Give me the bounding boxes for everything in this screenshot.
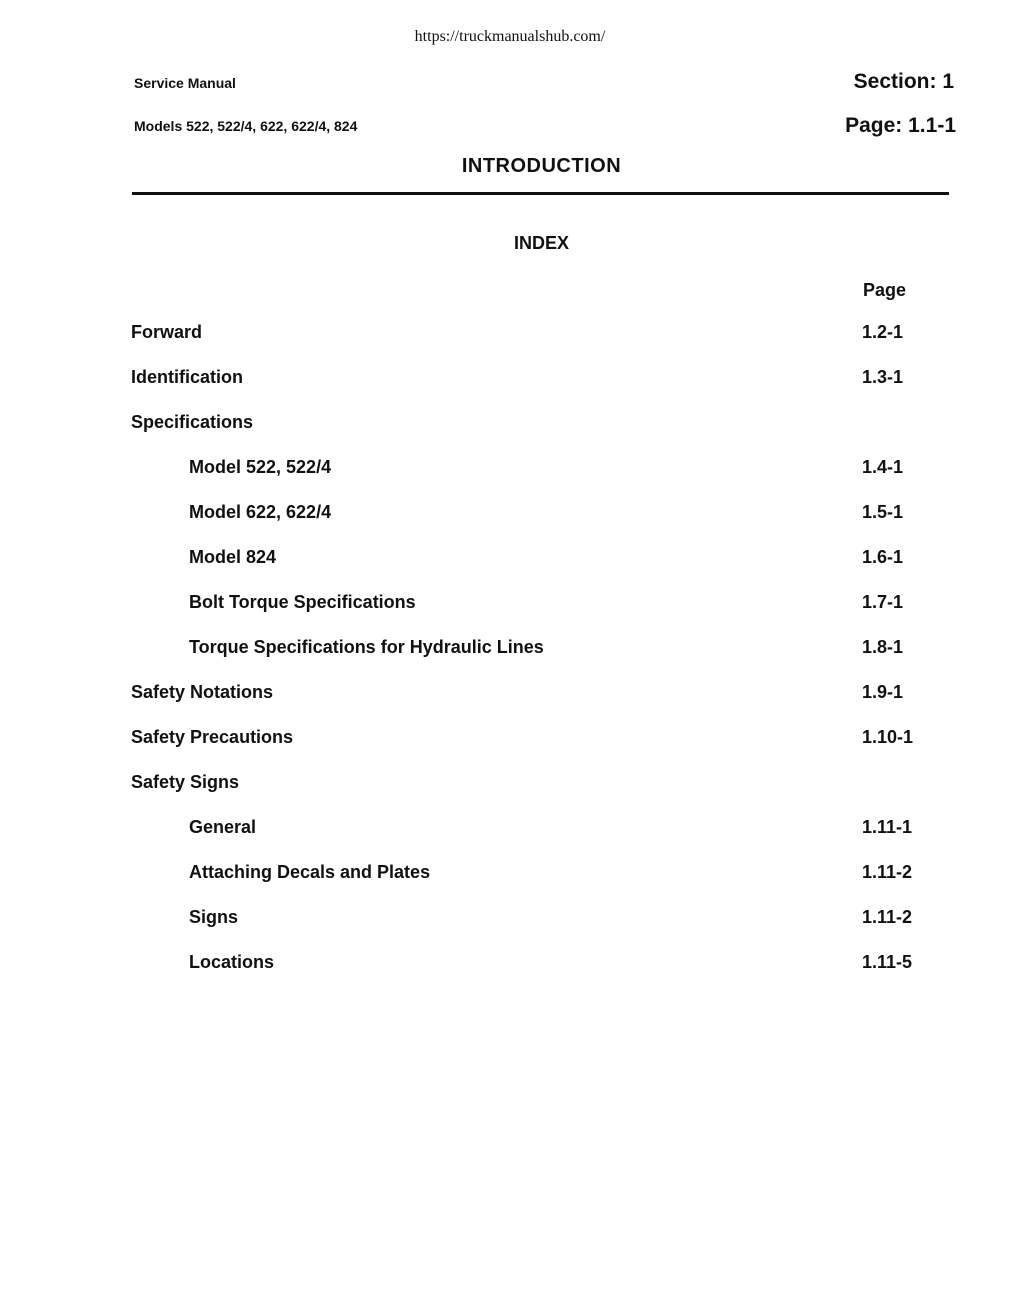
toc-entry-page: 1.2-1 (862, 322, 904, 342)
toc-entry-label: Attaching Decals and Plates (189, 862, 431, 882)
toc-entry-page: 1.4-1 (862, 457, 904, 477)
page-column-header: Page (863, 280, 907, 300)
toc-entry-label: Model 522, 522/4 (189, 457, 332, 477)
toc-subentry (0, 817, 1020, 862)
toc-entry-label: Torque Specifications for Hydraulic Lines (189, 637, 544, 657)
toc-entry-page: 1.7-1 (862, 592, 904, 612)
toc-subentry (0, 952, 1020, 997)
toc-subentry (0, 502, 1020, 547)
page-title: INTRODUCTION (461, 155, 622, 177)
toc-entry (0, 322, 1020, 367)
toc-entry-page: 1.11-2 (862, 907, 913, 927)
toc-entry-label: Safety Signs (131, 772, 240, 792)
toc-entry-page: 1.6-1 (862, 547, 904, 567)
toc-entry-label: Locations (189, 952, 275, 972)
toc-entry-label: Bolt Torque Specifications (189, 592, 416, 612)
toc-subentry (0, 457, 1020, 502)
toc-entry (0, 772, 1020, 817)
toc-entry-label: Signs (189, 907, 239, 927)
header-divider (132, 192, 949, 195)
table-of-contents (0, 322, 1020, 997)
toc-subentry (0, 547, 1020, 592)
toc-entry-label: Identification (131, 367, 243, 387)
toc-entry (0, 682, 1020, 727)
toc-entry-page: 1.11-1 (862, 817, 913, 837)
toc-entry-page: 1.9-1 (862, 682, 904, 702)
manual-title: Service Manual (134, 75, 236, 91)
toc-entry-label: Safety Precautions (131, 727, 294, 747)
toc-entry-page: 1.10-1 (862, 727, 914, 747)
toc-entry-label: Model 622, 622/4 (189, 502, 332, 522)
toc-entry-page: 1.11-5 (862, 952, 913, 972)
toc-entry (0, 367, 1020, 412)
toc-subentry (0, 637, 1020, 682)
toc-entry-label: General (189, 817, 257, 837)
page-number: Page: 1.1-1 (845, 114, 956, 137)
toc-entry-label: Model 824 (189, 547, 277, 567)
toc-entry-page: 1.11-2 (862, 862, 913, 882)
toc-entry-page: 1.5-1 (862, 502, 904, 522)
toc-entry (0, 412, 1020, 457)
toc-entry (0, 727, 1020, 772)
toc-entry-page: 1.8-1 (862, 637, 904, 657)
toc-entry-page: 1.3-1 (862, 367, 904, 387)
index-heading: INDEX (513, 233, 569, 253)
source-url: https://truckmanualshub.com/ (414, 28, 606, 45)
toc-subentry (0, 592, 1020, 637)
toc-entry-label: Safety Notations (131, 682, 274, 702)
section-number: Section: 1 (853, 70, 954, 93)
toc-entry-label: Forward (131, 322, 203, 342)
toc-entry-label: Specifications (131, 412, 254, 432)
models-line: Models 522, 522/4, 622, 622/4, 824 (134, 118, 358, 134)
toc-subentry (0, 907, 1020, 952)
toc-subentry (0, 862, 1020, 907)
